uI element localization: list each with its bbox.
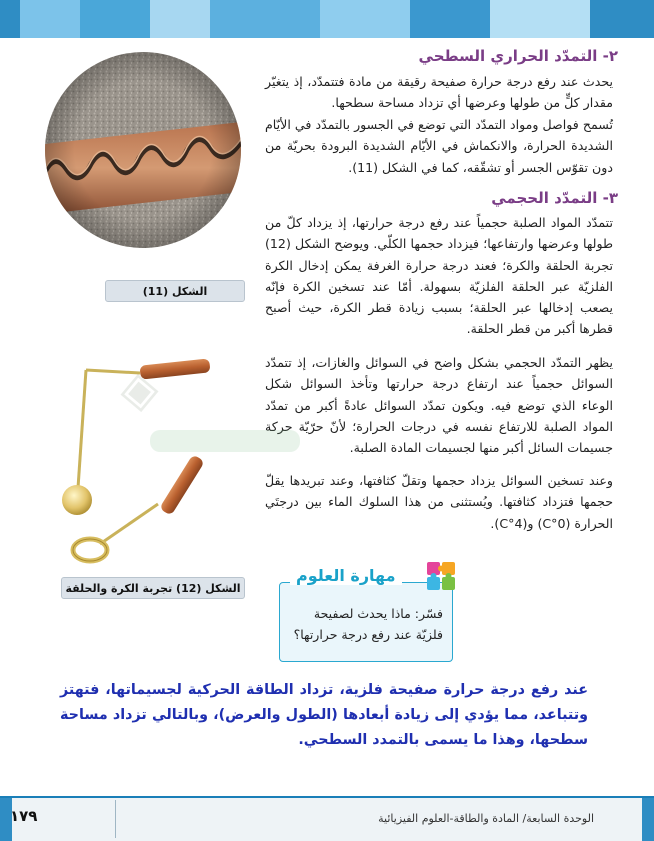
section3-paragraph-3: وعند تسخين السوائل يزداد حجمها وتقلّ كثافتها، وعند تبريدها يقلّ حجمها فتزداد كثافتها. ويُستثنى من هذا السلوك الماء بين درجتَي الحرارة (0°C) و(4°C).: [265, 473, 613, 531]
ball-and-ring-illustration: [30, 318, 250, 568]
figure-12-caption: الشكل (12) تجربة الكرة والحلقة: [61, 577, 245, 599]
science-skill-question: فسّر: ماذا يحدث لصفيحة فلزيّة عند رفع درجة حرارتها؟: [293, 606, 443, 642]
page-number: ١٧٩: [10, 807, 38, 825]
footer-divider: [115, 800, 116, 838]
answer-text: عند رفع درجة حرارة صفيحة فلزية، تزداد الطاقة الحركية لجسيماتها، فتهتز وتتباعد، مما يؤدي إلى زيادة أبعادها (الطول والعرض)، وبالتالي تزداد مساحة سطحها، وهذا ما يسمى بالتمدد السطحي.: [60, 682, 588, 748]
section2-paragraph-2: تُسمح فواصل ومواد التمدّد التي توضع في الجسور بالتمدّد في الأيّام الشديدة الحرارة، والانكماش في الأيّام الشديدة البرودة بحريّة من دون تقوّس الجسر أو تشقّقه، كما في الشكل (11).: [265, 117, 613, 175]
figure-11-caption: الشكل (11): [105, 280, 245, 302]
section3-heading: ٣- التمدّد الحجمي: [491, 189, 618, 207]
section3-paragraph-1: تتمدّد المواد الصلبة حجمياً عند رفع درجة حرارتها، إذ يزداد كلّ من طولها وعرضها وارتفاعها؛ فيزداد حجمها الكلّي. ويوضح الشكل (12) تجربة الحلقة والكرة؛ فعند درجة حرارة الغرفة يمكن إدخال الكرة الفلزيّة عبر الحلقة الفلزيّة بسهولة. أمّا عند تسخين الكرة فإنّه يصعب إدخالها عبر الحلقة؛ بسبب زيادة قطر الكرة، حيث أصبح قطرها أكبر من قطر الحلقة.: [265, 215, 613, 337]
watermark-emblem: ◈: [117, 358, 161, 420]
section2-paragraph-1: يحدث عند رفع درجة حرارة صفيحة رقيقة من مادة فتتمدّد، إذ يتغيّر مقدار كلٍّ من طولها وعرضها أي تزداد مساحة سطحها.: [265, 74, 613, 111]
footer-unit-title: الوحدة السابعة/ المادة والطاقة-العلوم الفيزيائية: [378, 812, 594, 825]
footer-corner-right: [642, 798, 654, 841]
science-skill-title: مهارة العلوم: [290, 566, 402, 585]
bridge-joint-photo: [45, 52, 241, 248]
puzzle-icon: [425, 560, 457, 592]
section2-heading: ٢- التمدّد الحراري السطحي: [418, 47, 618, 65]
section3-paragraph-2: يظهر التمدّد الحجمي بشكل واضح في السوائل والغازات، إذ تتمدّد السوائل حجمياً عند ارتفاع درجة حرارتها وتأخذ السوائل شكل الوعاء الذي توضع فيه. ويكون تمدّد السوائل عادةً أكبر من تمدّد المواد الصلبة للارتفاع نفسه في درجات الحرارة؛ لأنّ حرّيّة حركة جسيمات السائل أكبر منها لجسيمات المادة الصلبة.: [265, 355, 613, 456]
footer-rule: [0, 796, 654, 798]
top-color-stripe: [0, 0, 654, 38]
